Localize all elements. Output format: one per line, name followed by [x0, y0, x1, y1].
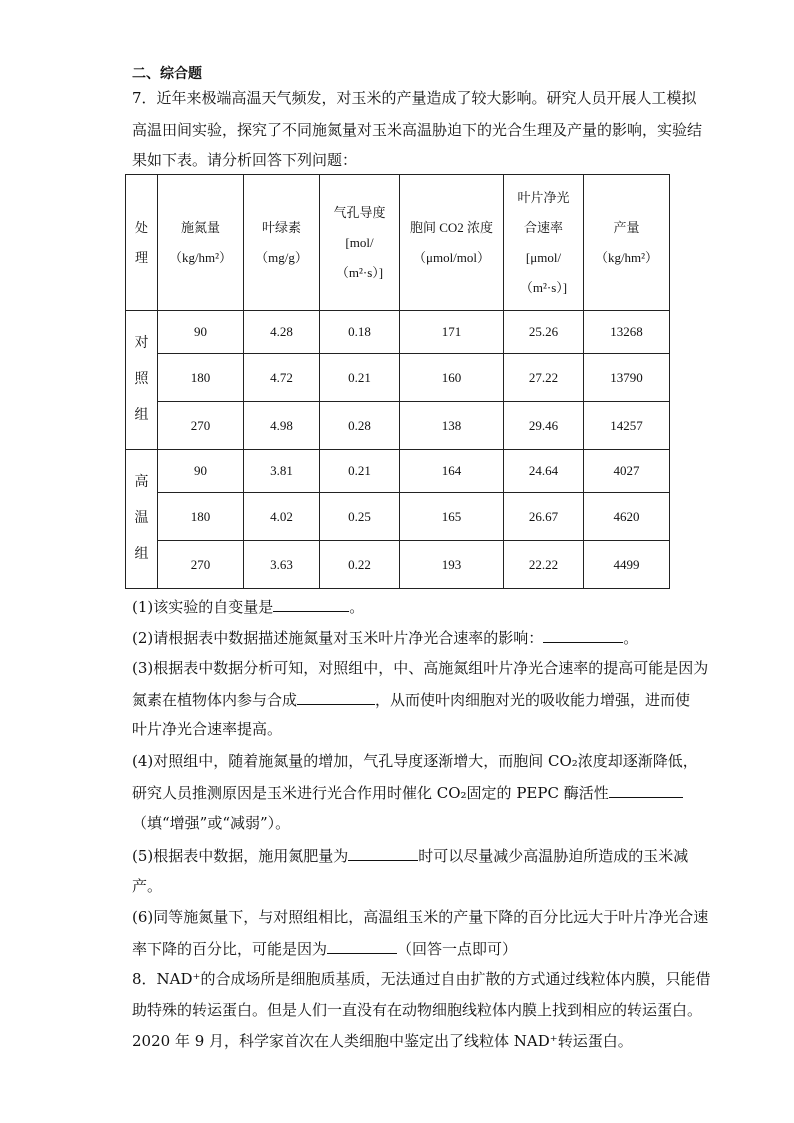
table-cell: 4.02: [244, 493, 320, 541]
table-cell: 14257: [584, 402, 670, 450]
table-cell: 29.46: [504, 402, 584, 450]
table-header-row: [126, 175, 670, 311]
header-text: 叶绿素: [261, 219, 301, 235]
answer-blank[interactable]: [297, 689, 375, 705]
table-row: [126, 402, 670, 450]
answer-blank[interactable]: [543, 627, 623, 643]
table-cell: 165: [400, 493, 504, 541]
header-cell-treatment: [126, 175, 158, 311]
group-label-cell: [126, 311, 158, 450]
table-cell: 0.28: [320, 402, 400, 450]
question-3-line-2: [132, 689, 690, 710]
group-label-char: 组: [134, 408, 149, 423]
header-cell-chlorophyll: [244, 175, 320, 311]
table-cell: 90: [158, 311, 244, 354]
header-text: 叶片净光: [517, 189, 570, 205]
header-text: 施氮量: [180, 219, 220, 235]
section-heading: 二、综合题: [132, 66, 202, 82]
q7-intro-line-2: 高温田间实验，探究了不同施氮量对玉米高温胁迫下的光合生理及产量的影响，实验结: [132, 121, 703, 139]
header-text: （mg/g）: [255, 249, 308, 265]
header-text: [μmol/: [525, 249, 562, 265]
header-text: 理: [134, 249, 148, 265]
q8-line-1: 8．NAD⁺的合成场所是细胞质基质，无法通过自由扩散的方式通过线粒体内膜，只能借: [132, 970, 711, 988]
group-label-cell: [126, 450, 158, 589]
header-text: 产量: [613, 219, 640, 235]
header-cell-co2: [400, 175, 504, 311]
table-cell: 193: [400, 541, 504, 589]
table-row: [126, 354, 670, 402]
table-cell: 0.21: [320, 354, 400, 402]
question-5-line-2: 产。: [132, 877, 163, 895]
table-cell: 27.22: [504, 354, 584, 402]
table-cell: 3.81: [244, 450, 320, 493]
q6-end: （回答一点即可）: [397, 940, 518, 958]
q8-line-2: 助特殊的转运蛋白。但是人们一直没有在动物细胞线粒体内膜上找到相应的转运蛋白。: [132, 1001, 703, 1019]
question-4-line-2: [132, 782, 683, 803]
table-cell: 171: [400, 311, 504, 354]
q1-text: (1)该实验的自变量是: [132, 598, 274, 616]
table-cell: 22.22: [504, 541, 584, 589]
q1-end: 。: [349, 598, 365, 616]
header-text: 处: [134, 219, 148, 235]
header-cell-nitrogen: [158, 175, 244, 311]
table-cell: 0.18: [320, 311, 400, 354]
table-row: [126, 450, 670, 493]
question-3-line-1: (3)根据表中数据分析可知，对照组中，中、高施氮组叶片净光合速率的提高可能是因为: [132, 659, 709, 677]
table-cell: 180: [158, 354, 244, 402]
q7-intro-line-3: 果如下表。请分析回答下列问题：: [132, 151, 358, 169]
question-4-line-3: （填“增强”或“减弱”）。: [132, 814, 291, 832]
question-2: [132, 627, 638, 648]
header-text: （kg/hm²）: [594, 249, 659, 265]
table-cell: 0.21: [320, 450, 400, 493]
table-cell: 26.67: [504, 493, 584, 541]
table-cell: 160: [400, 354, 504, 402]
table-cell: 180: [158, 493, 244, 541]
table-cell: 4620: [584, 493, 670, 541]
q6-text: 率下降的百分比，可能是因为: [132, 940, 328, 958]
table-row: [126, 493, 670, 541]
header-text: [mol/: [345, 234, 374, 250]
table-cell: 270: [158, 541, 244, 589]
table-cell: 138: [400, 402, 504, 450]
q8-line-3: 2020 年 9 月，科学家首次在人类细胞中鉴定出了线粒体 NAD⁺转运蛋白。: [132, 1032, 633, 1050]
q2-text: (2)请根据表中数据描述施氮量对玉米叶片净光合速率的影响：: [132, 629, 544, 647]
question-4-line-1: (4)对照组中，随着施氮量的增加，气孔导度逐渐增大，而胞间 CO₂浓度却逐渐降低，: [132, 752, 698, 770]
table-cell: 0.25: [320, 493, 400, 541]
q4-text: 研究人员推测原因是玉米进行光合作用时催化 CO₂固定的 PEPC 酶活性: [132, 784, 609, 802]
question-3-line-3: 叶片净光合速率提高。: [132, 720, 283, 738]
table-cell: 25.26: [504, 311, 584, 354]
table-cell: 4027: [584, 450, 670, 493]
group-label-char: 高: [134, 475, 149, 490]
header-text: 胞间 CO2 浓度: [409, 219, 494, 235]
results-table: [125, 174, 670, 589]
table-row: [126, 541, 670, 589]
question-6-line-2: [132, 938, 517, 959]
header-text: 气孔导度: [333, 204, 386, 220]
question-6-line-1: (6)同等施氮量下，与对照组相比，高温组玉米的产量下降的百分比远大于叶片净光合速: [132, 908, 709, 926]
table-cell: 4.98: [244, 402, 320, 450]
header-cell-photosynthesis: [504, 175, 584, 311]
table-cell: 4.28: [244, 311, 320, 354]
table-cell: 4499: [584, 541, 670, 589]
q3-end: ，从而使叶肉细胞对光的吸收能力增强，进而使: [375, 691, 691, 709]
group-label-char: 组: [134, 547, 149, 562]
table-cell: 24.64: [504, 450, 584, 493]
table-cell: 13268: [584, 311, 670, 354]
table-cell: 3.63: [244, 541, 320, 589]
header-cell-stomatal: [320, 175, 400, 311]
q2-end: 。: [623, 629, 639, 647]
q5-text: (5)根据表中数据，施用氮肥量为: [132, 847, 349, 865]
question-5-line-1: [132, 845, 688, 866]
question-1: [132, 596, 364, 617]
table-body: [126, 311, 670, 589]
q3-text: 氮素在植物体内参与合成: [132, 691, 298, 709]
table-cell: 13790: [584, 354, 670, 402]
answer-blank[interactable]: [327, 938, 397, 954]
q5-end: 时可以尽量减少高温胁迫所造成的玉米减: [418, 847, 689, 865]
answer-blank[interactable]: [348, 845, 418, 861]
header-text: （μmol/mol）: [412, 249, 491, 265]
table-cell: 164: [400, 450, 504, 493]
header-text: （m²·s）]: [519, 279, 568, 295]
group-label-char: 照: [134, 372, 149, 387]
header-text: （m²·s）]: [335, 264, 384, 280]
table-cell: 90: [158, 450, 244, 493]
group-label-char: 温: [134, 511, 149, 526]
group-label-char: 对: [134, 336, 149, 351]
header-text: （kg/hm²）: [168, 249, 233, 265]
table-cell: 270: [158, 402, 244, 450]
answer-blank[interactable]: [609, 782, 683, 798]
table-cell: 4.72: [244, 354, 320, 402]
table-row: [126, 311, 670, 354]
header-cell-yield: [584, 175, 670, 311]
table-cell: 0.22: [320, 541, 400, 589]
answer-blank[interactable]: [273, 596, 349, 612]
q7-intro-line-1: 7．近年来极端高温天气频发，对玉米的产量造成了较大影响。研究人员开展人工模拟: [132, 89, 697, 107]
header-text: 合速率: [523, 219, 563, 235]
